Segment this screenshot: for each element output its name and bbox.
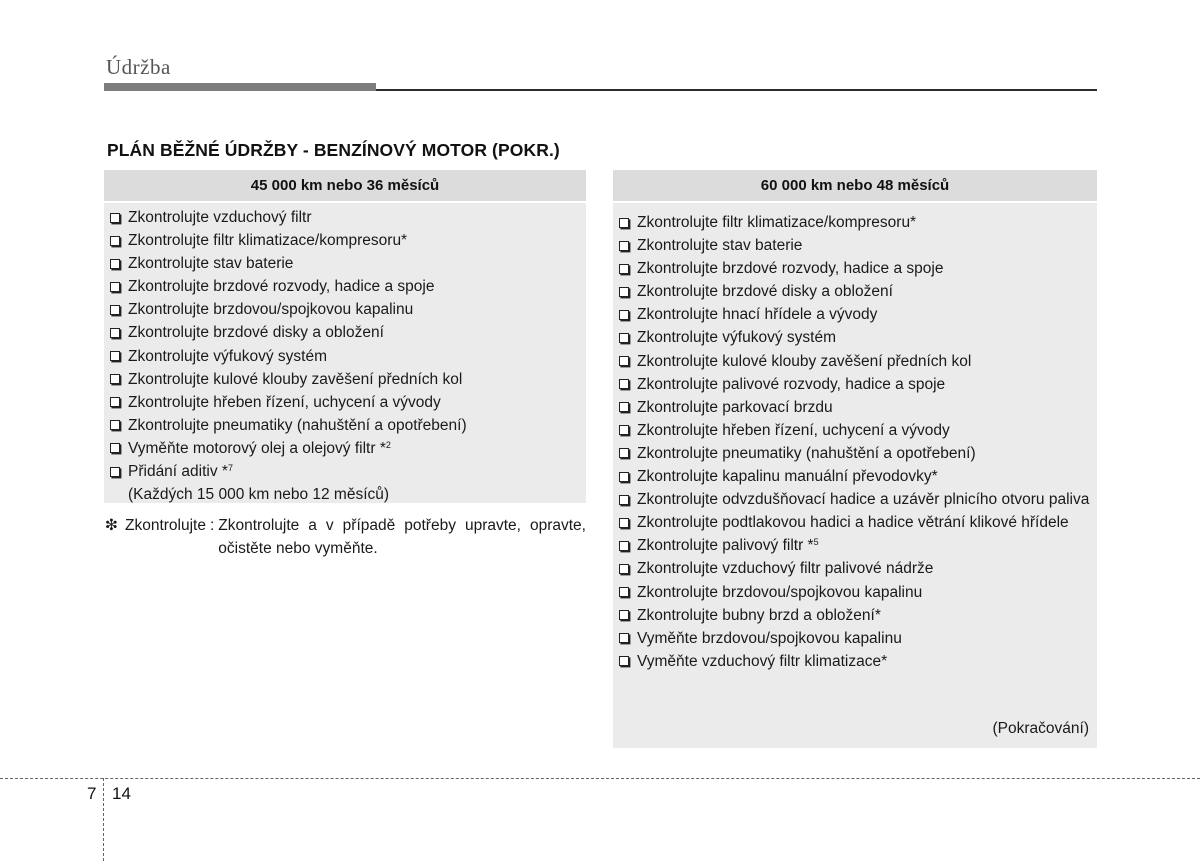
- checklist-item: [613, 280, 1097, 303]
- checklist-item: [613, 604, 1097, 627]
- checkbox-icon: [618, 465, 631, 488]
- checklist-item-text: [637, 581, 1091, 604]
- interval-note: (Každých 15 000 km nebo 12 měsíců): [128, 486, 390, 504]
- item-label: Zkontrolujte palivový filtr *: [637, 537, 814, 555]
- checklist-item: [613, 373, 1097, 396]
- item-label: Přidání aditiv *: [128, 463, 228, 481]
- checklist-item: [104, 414, 586, 437]
- checklist-item: [104, 229, 586, 252]
- item-label: Zkontrolujte kulové klouby zavěšení předních kol: [637, 352, 972, 370]
- footer-divider: [103, 778, 104, 861]
- checklist-item-text: [637, 534, 1091, 557]
- checklist-item-text: [128, 368, 580, 391]
- item-label: Zkontrolujte pneumatiky (nahuštění a opotřebení): [128, 416, 467, 434]
- footnote-term: Zkontrolujte: [125, 517, 206, 534]
- item-label: Zkontrolujte výfukový systém: [128, 347, 327, 365]
- continued-label: (Pokračování): [992, 720, 1089, 737]
- header-rule-thin: [376, 89, 1097, 91]
- checklist-item-text: [637, 604, 1091, 627]
- checklist-item-text: [128, 345, 580, 368]
- checkbox-icon: [618, 396, 631, 419]
- checklist-item: [613, 581, 1097, 604]
- item-label: Zkontrolujte brzdové disky a obložení: [637, 283, 893, 301]
- checkbox-icon: [618, 326, 631, 349]
- item-label: Zkontrolujte palivové rozvody, hadice a spoje: [637, 375, 946, 393]
- checkbox-icon: [618, 627, 631, 650]
- checkbox-icon: [109, 368, 122, 391]
- checklist-item-text: [637, 627, 1091, 650]
- note-reference: 2: [385, 439, 391, 450]
- checklist-item: [104, 252, 586, 275]
- checklist-item-text: [637, 465, 1091, 488]
- checklist-item-text: [637, 303, 1091, 326]
- checklist-item: [613, 257, 1097, 280]
- checklist-item: [613, 234, 1097, 257]
- checklist-item: [613, 627, 1097, 650]
- checkbox-icon: [618, 581, 631, 604]
- checklist: [613, 203, 1097, 673]
- checkbox-icon: [618, 557, 631, 580]
- checklist-item-text: [637, 373, 1091, 396]
- item-label: Zkontrolujte podtlakovou hadici a hadice větrání klikové hřídele: [637, 514, 1069, 532]
- checklist: [104, 203, 586, 483]
- checklist-item: [613, 557, 1097, 580]
- checkbox-icon: [618, 373, 631, 396]
- checklist-item: [613, 465, 1097, 488]
- note-reference: 5: [813, 537, 819, 548]
- checklist-item-text: [128, 321, 580, 344]
- checklist-item: [613, 303, 1097, 326]
- checkbox-icon: [618, 280, 631, 303]
- checklist-item: [104, 391, 586, 414]
- item-label: Zkontrolujte stav baterie: [128, 255, 294, 273]
- item-label: Zkontrolujte kulové klouby zavěšení předních kol: [128, 370, 463, 388]
- checklist-item-text: [128, 391, 580, 414]
- checklist-item: [104, 460, 586, 483]
- column-heading: 45 000 km nebo 36 měsíců: [104, 170, 586, 203]
- footnote: [105, 514, 586, 560]
- footnote-mark-icon: ❇: [105, 517, 118, 534]
- checkbox-icon: [618, 650, 631, 673]
- item-label: Zkontrolujte výfukový systém: [637, 329, 836, 347]
- checklist-item: [104, 206, 586, 229]
- checklist-item: [613, 650, 1097, 673]
- checklist-item-text: [637, 211, 1091, 234]
- checkbox-icon: [618, 303, 631, 326]
- checkbox-icon: [109, 298, 122, 321]
- checklist-item: [613, 419, 1097, 442]
- checklist-item-text: [637, 396, 1091, 419]
- checkbox-icon: [618, 257, 631, 280]
- checklist-item-text: [637, 257, 1091, 280]
- checklist-item: [104, 298, 586, 321]
- checklist-item: [104, 437, 586, 460]
- checkbox-icon: [109, 275, 122, 298]
- checklist-item-text: [637, 557, 1091, 580]
- item-label: Zkontrolujte filtr klimatizace/kompresoru*: [128, 232, 408, 250]
- checkbox-icon: [109, 252, 122, 275]
- checkbox-icon: [618, 604, 631, 627]
- checklist-item: [613, 211, 1097, 234]
- item-label: Zkontrolujte stav baterie: [637, 237, 803, 255]
- checklist-item-text: [128, 414, 580, 437]
- item-label: Zkontrolujte vzduchový filtr: [128, 209, 312, 226]
- item-label: Zkontrolujte pneumatiky (nahuštění a opotřebení): [637, 444, 976, 462]
- checkbox-icon: [618, 534, 631, 557]
- checkbox-icon: [618, 511, 631, 534]
- checklist-item-text: [637, 488, 1091, 511]
- checkbox-icon: [618, 211, 631, 234]
- checklist-item-text: [637, 350, 1091, 373]
- checkbox-icon: [109, 414, 122, 437]
- checklist-item-text: [637, 326, 1091, 349]
- checklist-item-text: [637, 650, 1091, 673]
- checklist-item: [613, 326, 1097, 349]
- checkbox-icon: [109, 321, 122, 344]
- checkbox-icon: [618, 350, 631, 373]
- checklist-item-text: [637, 280, 1091, 303]
- checkbox-icon: [109, 460, 122, 483]
- checkbox-icon: [109, 206, 122, 229]
- item-label: Zkontrolujte filtr klimatizace/kompresoru*: [637, 214, 917, 231]
- checkbox-icon: [109, 345, 122, 368]
- checklist-item: [613, 442, 1097, 465]
- item-label: Zkontrolujte vzduchový filtr palivové nádrže: [637, 560, 934, 578]
- item-label: Zkontrolujte brzdovou/spojkovou kapalinu: [637, 583, 923, 601]
- checkbox-icon: [618, 234, 631, 257]
- checkbox-icon: [109, 437, 122, 460]
- item-label: Zkontrolujte bubny brzd a obložení*: [637, 606, 881, 624]
- checklist-item-text: [637, 419, 1091, 442]
- footnote-separator: :: [209, 517, 215, 534]
- item-label: Zkontrolujte brzdové disky a obložení: [128, 324, 384, 342]
- maintenance-column-45000: [104, 170, 586, 503]
- maintenance-column-60000: [613, 170, 1097, 748]
- section-title: Údržba: [106, 55, 171, 79]
- checklist-item-text: [128, 252, 580, 275]
- column-heading: 60 000 km nebo 48 měsíců: [613, 170, 1097, 203]
- item-label: Zkontrolujte brzdové rozvody, hadice a spoje: [128, 278, 435, 296]
- checklist-item-text: [128, 460, 580, 483]
- checklist-item: [613, 488, 1097, 511]
- item-label: Vyměňte motorový olej a olejový filtr *: [128, 439, 386, 457]
- checkbox-icon: [109, 229, 122, 252]
- note-reference: 7: [227, 463, 233, 474]
- checklist-item-text: [637, 442, 1091, 465]
- checklist-item-text: [128, 275, 580, 298]
- footnote-definition: Zkontrolujte a v případě potřeby upravte, opravte, očistěte nebo vyměňte.: [218, 517, 586, 557]
- checkbox-icon: [618, 488, 631, 511]
- checkbox-icon: [109, 391, 122, 414]
- checklist-item: [104, 275, 586, 298]
- checklist-item: [104, 321, 586, 344]
- checklist-item: [104, 368, 586, 391]
- page-heading: PLÁN BĚŽNÉ ÚDRŽBY - BENZÍNOVÝ MOTOR (POKR.): [107, 140, 560, 160]
- checklist-item: [613, 511, 1097, 534]
- item-label: Vyměňte brzdovou/spojkovou kapalinu: [637, 629, 902, 647]
- page-number: 14: [112, 784, 131, 803]
- checklist-item-text: [128, 206, 580, 229]
- item-label: Vyměňte vzduchový filtr klimatizace*: [637, 652, 888, 670]
- item-label: Zkontrolujte hřeben řízení, uchycení a vývody: [637, 421, 950, 439]
- item-label: Zkontrolujte hřeben řízení, uchycení a vývody: [128, 393, 441, 411]
- item-label: Zkontrolujte kapalinu manuální převodovky*: [637, 468, 938, 486]
- checklist-item-text: [128, 437, 580, 460]
- checklist-item: [613, 534, 1097, 557]
- item-label: Zkontrolujte brzdovou/spojkovou kapalinu: [128, 301, 414, 319]
- checklist-item-text: [128, 229, 580, 252]
- checklist-item: [613, 396, 1097, 419]
- header-rule-thick: [104, 83, 376, 91]
- footer-rule: [0, 778, 1200, 779]
- checkbox-icon: [618, 442, 631, 465]
- item-label: Zkontrolujte odvzdušňovací hadice a uzávěr plnicího otvoru paliva: [637, 491, 1090, 509]
- checklist-item-text: [637, 511, 1091, 534]
- checkbox-icon: [618, 419, 631, 442]
- checklist-item: [613, 350, 1097, 373]
- item-label: Zkontrolujte hnací hřídele a vývody: [637, 306, 878, 324]
- item-label: Zkontrolujte parkovací brzdu: [637, 398, 833, 416]
- item-label: Zkontrolujte brzdové rozvody, hadice a spoje: [637, 260, 944, 278]
- checklist-item-text: [637, 234, 1091, 257]
- checklist-item-text: [128, 298, 580, 321]
- chapter-number: 7: [87, 784, 97, 803]
- checklist-item: [104, 345, 586, 368]
